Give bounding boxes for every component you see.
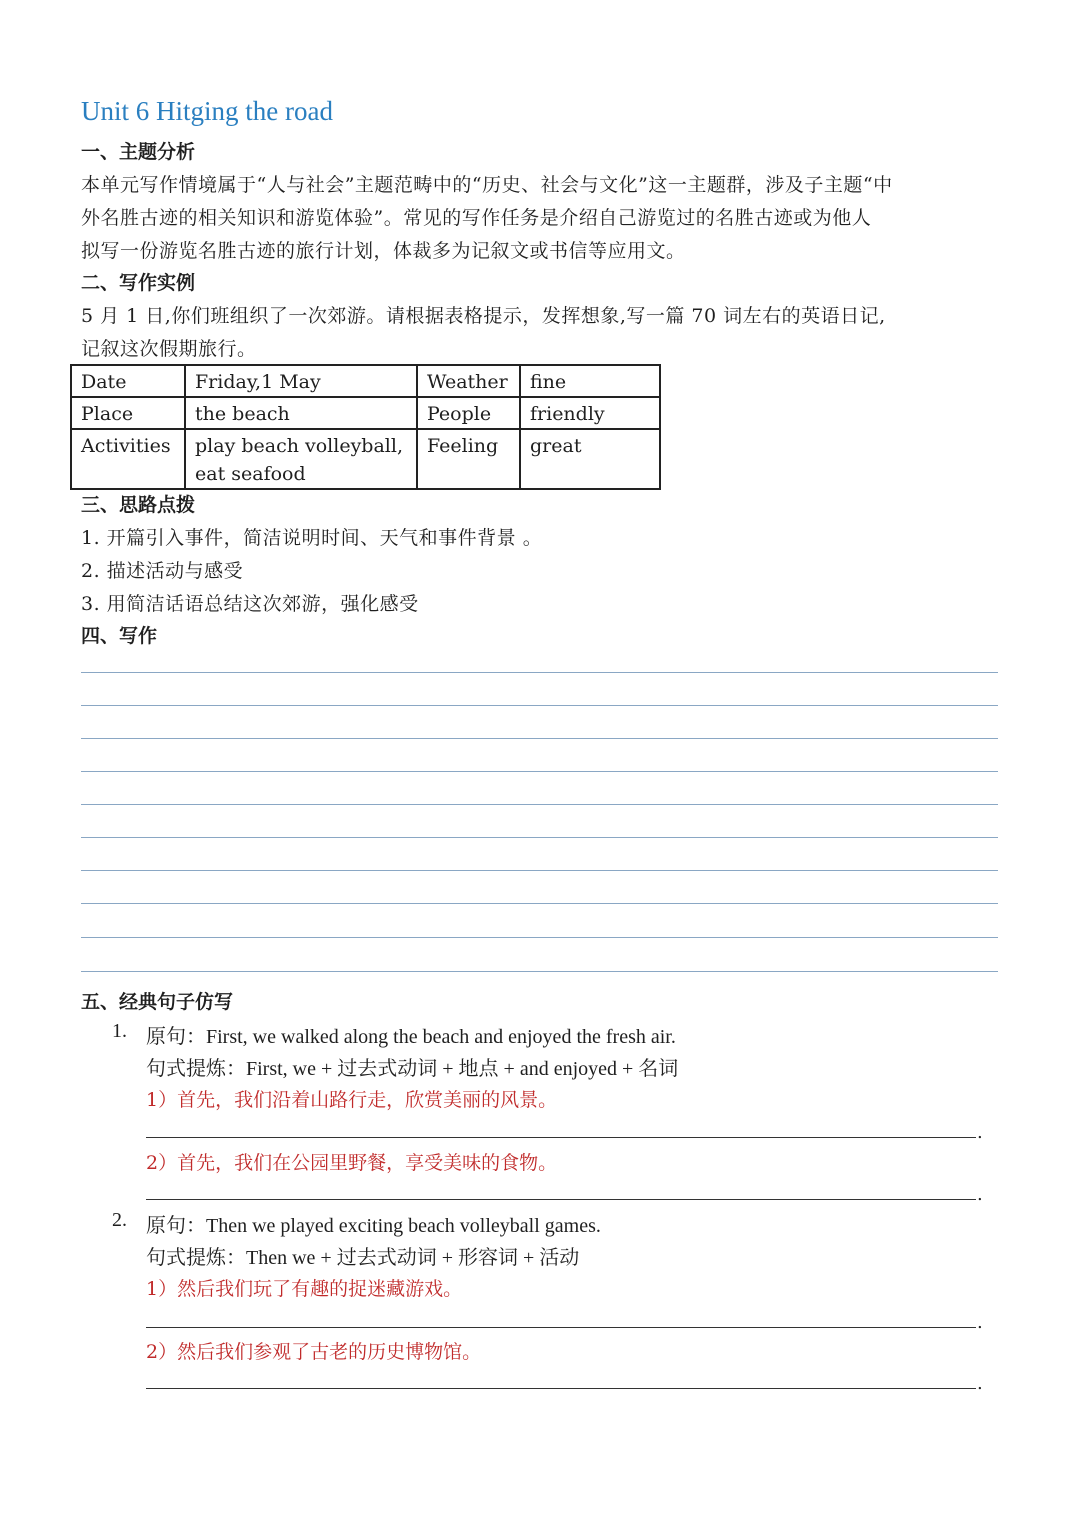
answer-line[interactable] (146, 1137, 976, 1138)
table-cell (520, 429, 660, 489)
section-5-heading: 五、经典句子仿写 (81, 991, 234, 1013)
table-cell: Date (71, 365, 185, 397)
original-sentence: 原句：First, we walked along the beach and enjoyed the fresh air. (146, 1026, 676, 1048)
table-row (71, 397, 660, 429)
table-cell: Place (71, 397, 185, 429)
cell-text: Activities (81, 435, 171, 457)
answer-line[interactable] (146, 1327, 976, 1328)
writing-line[interactable] (81, 870, 998, 871)
info-table (70, 364, 661, 490)
table-cell: the beach (185, 397, 417, 429)
table-cell: People (417, 397, 520, 429)
writing-line[interactable] (81, 903, 998, 904)
section-2-line: 记叙这次假期旅行。 (81, 338, 257, 360)
table-row (71, 365, 660, 397)
writing-line[interactable] (81, 738, 998, 739)
cell-text: Feeling (427, 435, 499, 457)
writing-line[interactable] (81, 804, 998, 805)
writing-line[interactable] (81, 937, 998, 938)
writing-line[interactable] (81, 705, 998, 706)
tip-item: 3. 用简洁话语总结这次郊游，强化感受 (81, 593, 419, 615)
table-row (71, 429, 660, 489)
section-1-line: 拟写一份游览名胜古迹的旅行计划，体裁多为记叙文或书信等应用文。 (81, 240, 686, 262)
table-cell (71, 429, 185, 489)
question-number: 2. (112, 1209, 127, 1231)
table-cell (185, 429, 417, 489)
line-period: . (977, 1122, 983, 1143)
translation-prompt: 1）首先，我们沿着山路行走，欣赏美丽的风景。 (146, 1089, 558, 1111)
table-cell: Weather (417, 365, 520, 397)
table-cell: friendly (520, 397, 660, 429)
writing-line[interactable] (81, 672, 998, 673)
section-1-line: 本单元写作情境属于“人与社会”主题范畴中的“历史、社会与文化”这一主题群，涉及子主题“中 (81, 174, 893, 196)
table-cell: Friday,1 May (185, 365, 417, 397)
tip-item: 1. 开篇引入事件，简洁说明时间、天气和事件背景 。 (81, 527, 543, 549)
cell-text: play beach volleyball, (195, 435, 403, 457)
translation-prompt: 2）首先，我们在公园里野餐，享受美味的食物。 (146, 1152, 558, 1174)
line-period: . (977, 1184, 983, 1205)
writing-line[interactable] (81, 837, 998, 838)
translation-prompt: 2）然后我们参观了古老的历史博物馆。 (146, 1341, 482, 1363)
line-period: . (977, 1373, 983, 1394)
answer-line[interactable] (146, 1388, 976, 1389)
sentence-pattern: 句式提炼：Then we + 过去式动词 + 形容词 + 活动 (146, 1247, 580, 1269)
sentence-pattern: 句式提炼：First, we + 过去式动词 + 地点 + and enjoyed + 名词 (146, 1058, 679, 1080)
section-2-line: 5 月 1 日,你们班组织了一次郊游。请根据表格提示，发挥想象,写一篇 70 词左右的英语日记, (81, 305, 886, 327)
tip-item: 2. 描述活动与感受 (81, 560, 244, 582)
section-3-heading: 三、思路点拨 (81, 494, 196, 516)
writing-line[interactable] (81, 771, 998, 772)
translation-prompt: 1）然后我们玩了有趣的捉迷藏游戏。 (146, 1278, 463, 1300)
writing-line[interactable] (81, 971, 998, 972)
cell-text: eat seafood (195, 463, 306, 485)
section-1-heading: 一、主题分析 (81, 141, 196, 163)
line-period: . (977, 1312, 983, 1333)
table-cell: fine (520, 365, 660, 397)
original-sentence: 原句：Then we played exciting beach volleyball games. (146, 1215, 601, 1237)
table-cell (417, 429, 520, 489)
section-2-heading: 二、写作实例 (81, 272, 196, 294)
section-4-heading: 四、写作 (81, 625, 158, 647)
cell-text: great (530, 435, 582, 457)
question-number: 1. (112, 1020, 127, 1042)
section-1-line: 外名胜古迹的相关知识和游览体验”。常见的写作任务是介绍自己游览过的名胜古迹或为他人 (81, 207, 872, 229)
page-title: Unit 6 Hitging the road (81, 96, 333, 126)
answer-line[interactable] (146, 1199, 976, 1200)
